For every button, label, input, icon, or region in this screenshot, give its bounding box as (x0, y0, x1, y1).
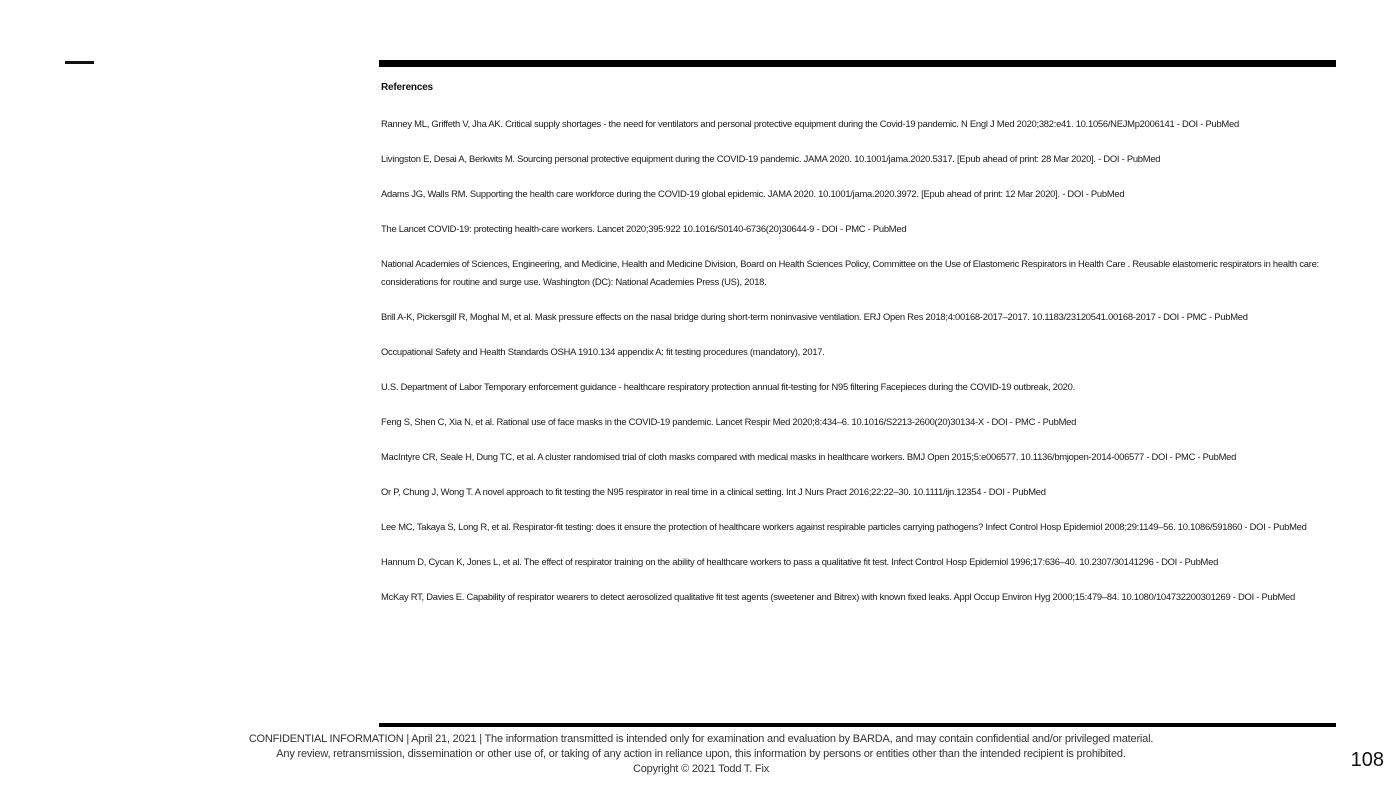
page-number: 108 (1350, 749, 1384, 771)
footer-prohibition-line: Any review, retransmission, dissemination or other use of, or taking of any action in reliance upon, this information by persons or entities other than the intended recipient is prohibited. (276, 748, 1126, 760)
reference-item: Adams JG, Walls RM. Supporting the health care workforce during the COVID-19 global epidemic. JAMA 2020. 10.1001/jama.2020.3972. [Epub ahead of print: 12 Mar 2020]. - DOI - PubMed (381, 188, 1125, 199)
reference-item: Feng S, Shen C, Xia N, et al. Rational use of face masks in the COVID-19 pandemic. Lancet Respir Med 2020;8:434–6. 10.1016/S2213-2600(20)30134-X - DOI - PMC - PubMed (381, 415, 1077, 427)
reference-item: McKay RT, Davies E. Capability of respirator wearers to detect aerosolized qualitative fit test agents (sweetener and Bitrex) with known fixed leaks. Appl Occup Environ Hyg 2000;15:479–84. 10.1080/104732200301269 - DOI - PubMed (381, 590, 1295, 602)
reference-item: Livingston E, Desai A, Berkwits M. Sourcing personal protective equipment during the COVID-19 pandemic. JAMA 2020. 10.1001/jama.2020.5317. [Epub ahead of print: 28 Mar 2020]. - DOI - PubMed (381, 153, 1161, 164)
footer-copyright-line: Copyright © 2021 Todd T. Fix (632, 763, 769, 775)
reference-item: MacIntyre CR, Seale H, Dung TC, et al. A cluster randomised trial of cloth masks compared with medical masks in healthcare workers. BMJ Open 2015;5:e006577. 10.1136/bmjopen-2014-006577 - DOI - PMC - PubMed (381, 450, 1237, 462)
reference-item: Occupational Safety and Health Standards OSHA 1910.134 appendix A: fit testing procedures (mandatory), 2017. (381, 345, 825, 357)
corner-dash-decoration (65, 61, 94, 64)
references-heading: References (381, 82, 433, 93)
reference-item: Hannum D, Cycan K, Jones L, et al. The effect of respirator training on the ability of healthcare workers to pass a qualitative fit test. Infect Control Hosp Epidemiol 1996;17:636–40. 10.2307/30141296 - DOI - PubMed (381, 555, 1219, 567)
reference-item: Or P, Chung J, Wong T. A novel approach to fit testing the N95 respirator in real time in a clinical setting. Int J Nurs Pract 2016;22:22–30. 10.1111/ijn.12354 - DOI - PubMed (381, 485, 1046, 497)
confidentiality-footer (0, 732, 1400, 777)
reference-item: The Lancet COVID-19: protecting health-care workers. Lancet 2020;395:922 10.1016/S0140-6736(20)30644-9 - DOI - PMC - PubMed (381, 223, 907, 234)
reference-item: Ranney ML, Griffeth V, Jha AK. Critical supply shortages - the need for ventilators and personal protective equipment during the Covid-19 pandemic. N Engl J Med 2020;382:e41. 10.1056/NEJMp2006141 - DOI - PubMed (381, 118, 1239, 129)
reference-item: Lee MC, Takaya S, Long R, et al. Respirator-fit testing: does it ensure the protection of healthcare workers against respirable particles carrying pathogens? Infect Control Hosp Epidemiol 2008;29:1149–56. 10.1086/591860 - DOI - PubMed (381, 520, 1307, 532)
reference-item: National Academies of Sciences, Engineering, and Medicine, Health and Medicine Division, Board on Health Sciences Policy, Committee on the Use of Elastomeric Respirators in Health Care . Reusable elastomeric respirators in health care: considerations for routine and surge use. Washington (DC): National Academies Press (US), 2018. (381, 258, 1319, 287)
top-rule (379, 60, 1336, 67)
reference-item: Brill A-K, Pickersgill R, Moghal M, et al. Mask pressure effects on the nasal bridge during short-term noninvasive ventilation. ERJ Open Res 2018;4:00168-2017–2017. 10.1183/23120541.00168-2017 - DOI - PMC - PubMed (381, 310, 1248, 322)
reference-list (381, 115, 1326, 605)
reference-item: U.S. Department of Labor Temporary enforcement guidance - healthcare respiratory protection annual fit-testing for N95 filtering Facepieces during the COVID-19 outbreak, 2020. (381, 380, 1075, 392)
references-section (381, 81, 1326, 623)
footer-confidential-line: CONFIDENTIAL INFORMATION | April 21, 2021 | The information transmitted is intended only for examination and evaluation by BARDA, and may contain confidential and/or privileged material. (248, 733, 1154, 745)
bottom-rule (379, 723, 1336, 727)
